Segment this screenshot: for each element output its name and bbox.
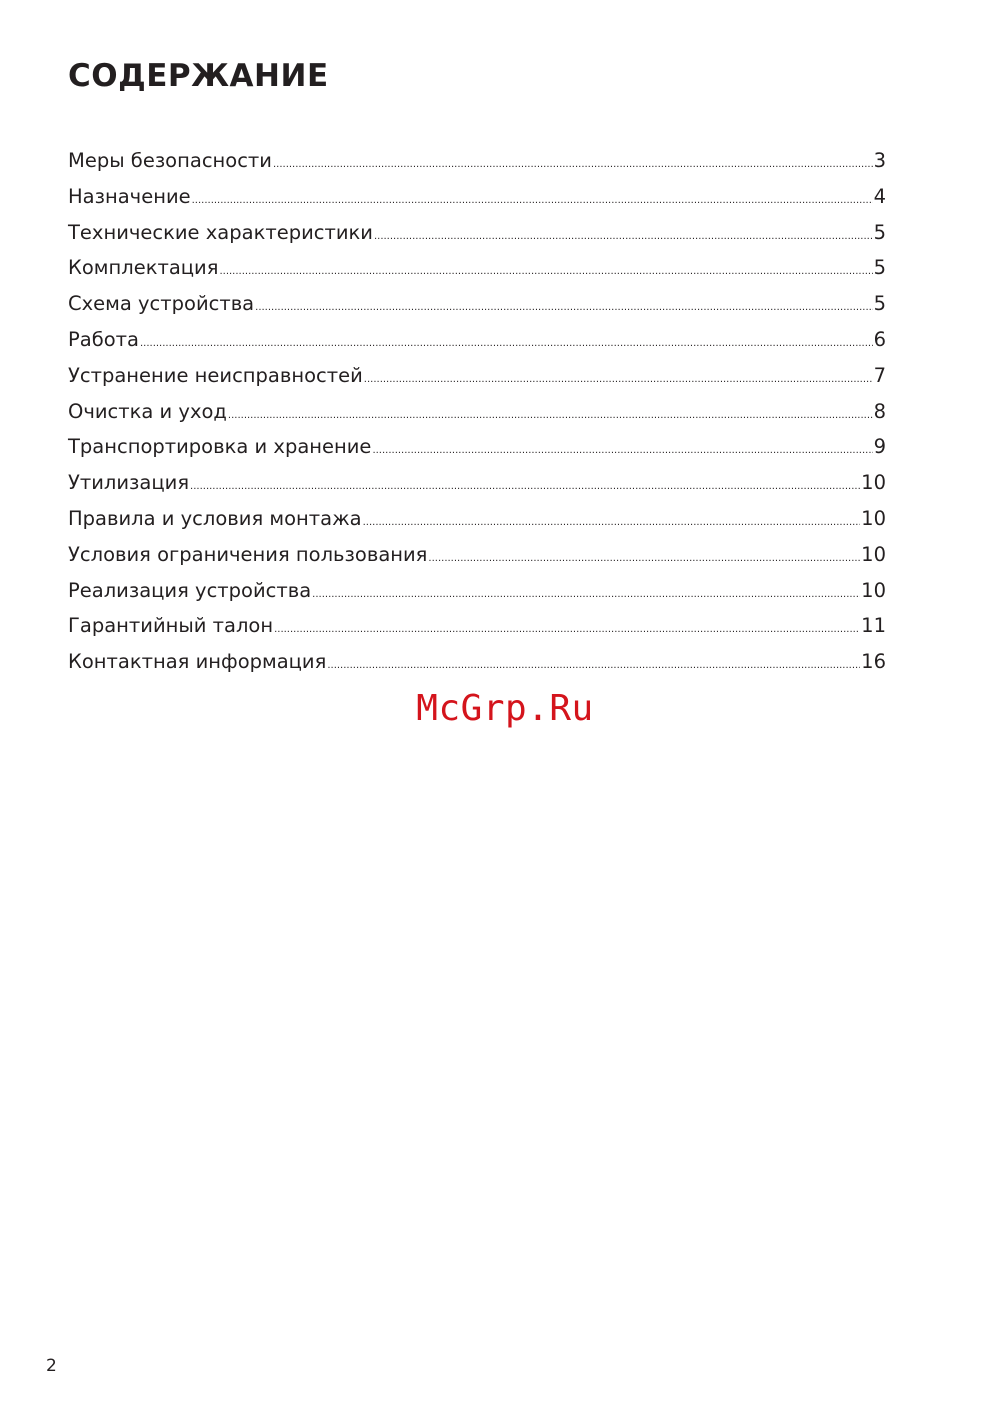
toc-dot-leader — [374, 219, 873, 255]
toc-item-label: Утилизация — [68, 471, 190, 495]
toc-item-label: Гарантийный талон — [68, 614, 274, 638]
toc-item-label: Очистка и уход — [68, 399, 227, 423]
toc-item[interactable] — [68, 286, 886, 322]
toc-item-label: Транспортировка и хранение — [68, 435, 372, 459]
toc-item[interactable] — [68, 501, 886, 537]
toc-item-page: 10 — [861, 578, 886, 602]
toc-item-label: Устранение неисправностей — [68, 363, 363, 387]
toc-dot-leader — [228, 398, 873, 434]
toc-item-label: Условия ограничения пользования — [68, 542, 428, 566]
toc-item-page: 6 — [873, 327, 886, 351]
toc-item[interactable] — [68, 250, 886, 286]
toc-dot-leader — [364, 362, 873, 398]
toc-item-page: 10 — [861, 506, 886, 530]
toc-item-label: Технические характеристики — [68, 220, 373, 244]
page-number: 2 — [46, 1356, 57, 1376]
toc-item-label: Работа — [68, 327, 139, 351]
toc-dot-leader — [428, 541, 860, 577]
toc-dot-leader — [312, 577, 860, 613]
toc-dot-leader — [219, 254, 872, 290]
toc-item[interactable] — [68, 465, 886, 501]
toc-item[interactable] — [68, 179, 886, 215]
toc-dot-leader — [372, 433, 872, 469]
toc-item-label: Контактная информация — [68, 650, 327, 674]
toc-dot-leader — [274, 612, 860, 648]
toc-item-page: 5 — [873, 256, 886, 280]
toc-item[interactable] — [68, 215, 886, 251]
toc-item-page: 7 — [873, 363, 886, 387]
toc-item-page: 3 — [873, 149, 886, 172]
toc-item[interactable] — [68, 644, 886, 680]
toc-item-page: 5 — [873, 220, 886, 244]
toc-item[interactable] — [68, 573, 886, 609]
toc-dot-leader — [190, 469, 860, 505]
toc-item-page: 5 — [873, 292, 886, 316]
toc-item-page: 8 — [873, 399, 886, 423]
watermark: McGrp.Ru — [416, 688, 594, 729]
toc-item[interactable] — [68, 537, 886, 573]
toc-item[interactable] — [68, 358, 886, 394]
toc-dot-leader — [255, 290, 872, 326]
toc-dot-leader — [192, 183, 873, 219]
toc-item[interactable] — [68, 394, 886, 430]
toc-item-page: 9 — [873, 435, 886, 459]
toc-dot-leader — [140, 326, 873, 362]
toc-item-label: Комплектация — [68, 256, 219, 280]
toc-item-page: 10 — [861, 542, 886, 566]
toc-item-label: Правила и условия монтажа — [68, 506, 362, 530]
table-of-contents — [68, 143, 886, 680]
toc-item[interactable] — [68, 143, 886, 179]
toc-item[interactable] — [68, 608, 886, 644]
toc-item-label: Меры безопасности — [68, 149, 272, 172]
toc-item-page: 4 — [873, 184, 886, 208]
toc-item-page: 16 — [861, 650, 886, 674]
toc-item[interactable] — [68, 322, 886, 358]
toc-dot-leader — [363, 505, 861, 541]
toc-dot-leader — [273, 147, 873, 183]
toc-item[interactable] — [68, 429, 886, 465]
toc-item-page: 11 — [861, 614, 886, 638]
toc-item-page: 10 — [861, 471, 886, 495]
toc-dot-leader — [327, 648, 860, 684]
page-title: СОДЕРЖАНИЕ — [68, 58, 329, 94]
toc-item-label: Назначение — [68, 184, 191, 208]
toc-item-label: Схема устройства — [68, 292, 255, 316]
toc-item-label: Реализация устройства — [68, 578, 312, 602]
